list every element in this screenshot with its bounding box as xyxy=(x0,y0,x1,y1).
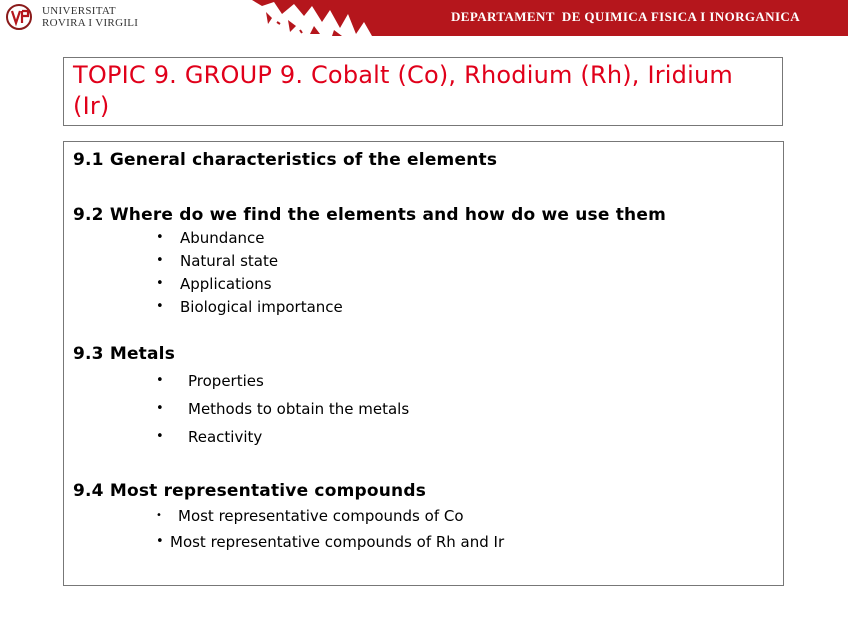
university-line-2: ROVIRA I VIRGILI xyxy=(42,17,139,29)
list-item-label: Most representative compounds of Rh and Ir xyxy=(170,533,505,551)
list-item xyxy=(156,428,262,446)
bullet-icon: • xyxy=(156,230,164,245)
list-item xyxy=(156,533,504,551)
list-item xyxy=(156,400,409,418)
title-box xyxy=(63,57,783,126)
bullet-icon: • xyxy=(156,253,164,268)
list-item xyxy=(156,507,464,525)
bullet-icon: • xyxy=(156,429,164,444)
university-name xyxy=(42,5,138,29)
content-box xyxy=(63,141,784,586)
list-item-label: Abundance xyxy=(180,229,265,247)
university-logo xyxy=(5,2,140,32)
section-heading-9-1: 9.1 General characteristics of the elements xyxy=(73,150,498,170)
bullet-icon: • xyxy=(156,373,164,388)
department-title: DEPARTAMENT DE QUIMICA FISICA I INORGANICA xyxy=(451,9,800,24)
list-item xyxy=(156,252,278,270)
section-heading-9-2: 9.2 Where do we find the elements and how do we use them xyxy=(73,205,666,225)
section-heading-9-3: 9.3 Metals xyxy=(73,344,176,364)
list-item xyxy=(156,372,264,390)
list-item-label: Natural state xyxy=(180,252,279,270)
university-line-1: UNIVERSITAT xyxy=(42,5,116,17)
bullet-icon: • xyxy=(156,276,164,291)
list-item xyxy=(156,298,343,316)
department-banner xyxy=(252,0,848,36)
list-item-label: Methods to obtain the metals xyxy=(188,400,410,418)
urv-emblem-icon xyxy=(5,3,35,31)
list-item-label: Most representative compounds of Co xyxy=(178,507,464,525)
section-heading-9-4: 9.4 Most representative compounds xyxy=(73,481,427,501)
bullet-icon: • xyxy=(156,401,164,416)
list-item-label: Reactivity xyxy=(188,428,263,446)
list-item-label: Properties xyxy=(188,372,264,390)
bullet-icon: • xyxy=(156,299,164,314)
list-item xyxy=(156,229,265,247)
bullet-icon: • xyxy=(156,534,164,549)
header-bar xyxy=(0,0,848,36)
bullet-icon: • xyxy=(156,510,162,521)
list-item-label: Biological importance xyxy=(180,298,343,316)
list-item xyxy=(156,275,272,293)
slide-title: TOPIC 9. GROUP 9. Cobalt (Co), Rhodium (Rh), Iridium (Ir) xyxy=(73,61,733,120)
list-item-label: Applications xyxy=(180,275,272,293)
